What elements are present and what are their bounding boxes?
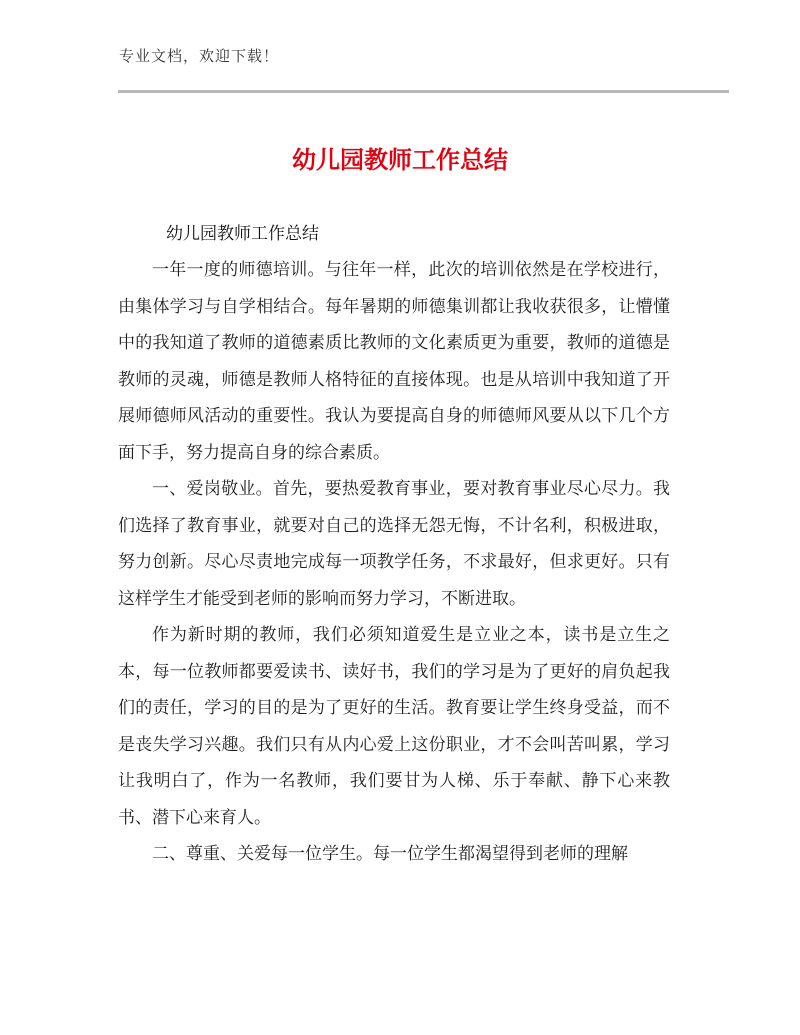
paragraph-new-era-teacher: 作为新时期的教师，我们必须知道爱生是立业之本，读书是立生之本，每一位教师都要爱读书、读好书，我们的学习是为了更好的肩负起我们的责任，学习的目的是为了更好的生活。教育要让学生终身受益，而不是丧失学习兴趣。我们只有从内心爱上这份职业，才不会叫苦叫累，学习让我明白了，作为一名教师，我们要甘为人梯、乐于奉献、静下心来教书、潜下心来育人。 — [118, 625, 670, 828]
paragraph-dedication: 一、爱岗敬业。首先，要热爱教育事业，要对教育事业尽心尽力。我们选择了教育事业，就要对自己的选择无怨无悔，不计名利，积极进取，努力创新。尽心尽责地完成每一项教学任务，不求最好，但求更好。只有这样学生才能受到老师的影响而努力学习，不断进取。 — [118, 479, 670, 609]
document-body — [118, 218, 670, 873]
header-divider — [118, 90, 729, 93]
paragraph-intro: 一年一度的师德培训。与往年一样，此次的培训依然是在学校进行，由集体学习与自学相结合。每年暑期的师德集训都让我收获很多，让懵懂中的我知道了教师的道德素质比教师的文化素质更为重要，教师的道德是教师的灵魂，师德是教师人格特征的直接体现。也是从培训中我知道了开展师德师风活动的重要性。我认为要提高自身的师德师风要从以下几个方面下手，努力提高自身的综合素质。 — [118, 260, 670, 463]
paragraph-respect-students: 二、尊重、关爱每一位学生。每一位学生都渴望得到老师的理解 — [152, 844, 628, 864]
header-note: 专业文档，欢迎下载！ — [119, 47, 280, 65]
document-title: 幼儿园教师工作总结 — [292, 146, 508, 174]
document-subtitle: 幼儿园教师工作总结 — [166, 224, 319, 244]
